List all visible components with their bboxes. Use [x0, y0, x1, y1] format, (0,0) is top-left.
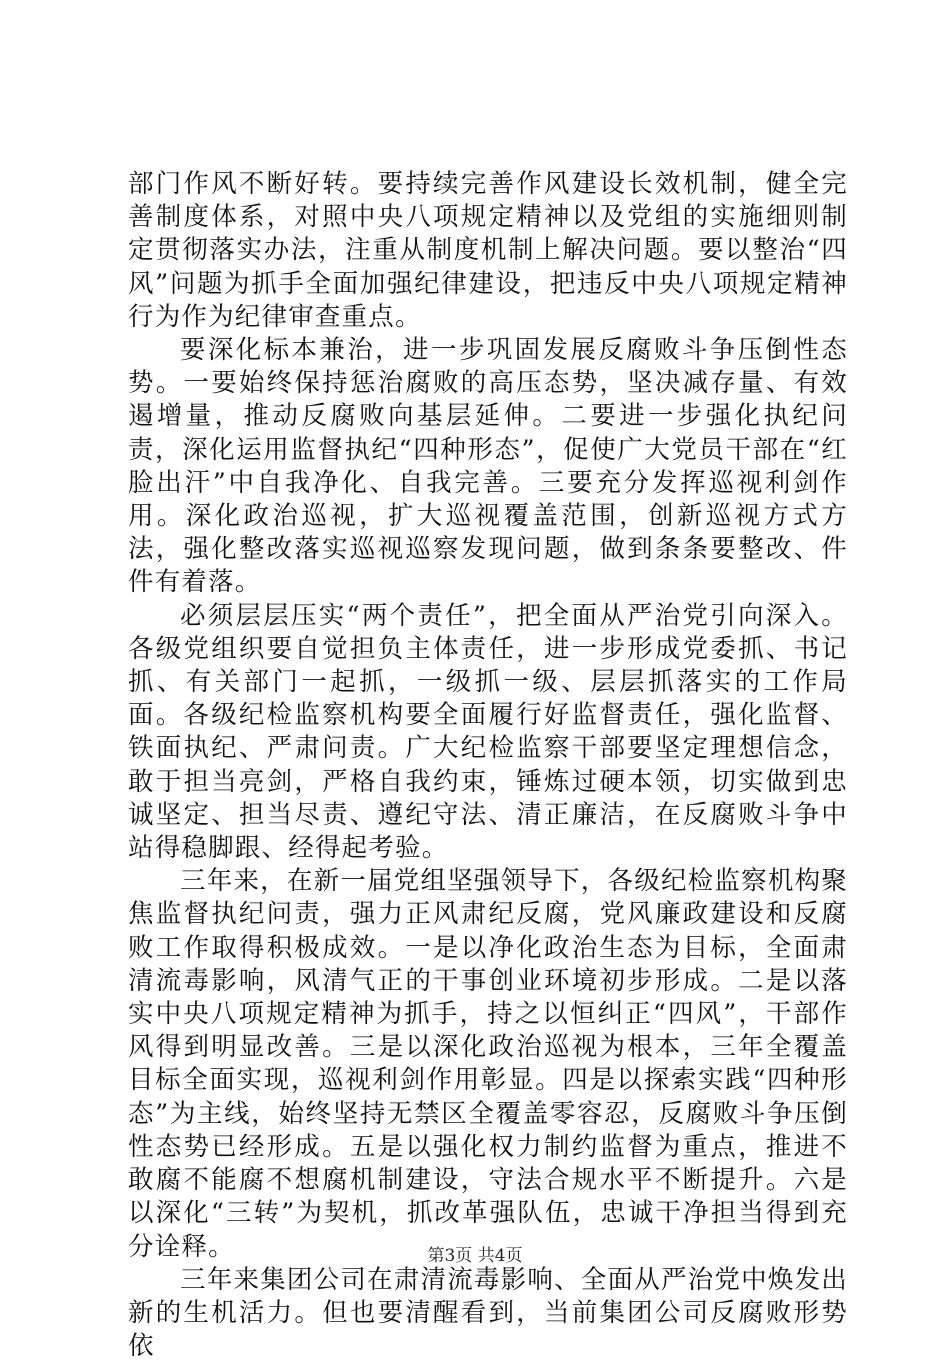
paragraph-5: 三年来集团公司在肃清流毒影响、全面从严治党中焕发出新的生机活力。但也要清醒看到，当前集团公司反腐败形势依	[128, 1264, 848, 1362]
paragraph-4: 三年来，在新一届党组坚强领导下，各级纪检监察机构聚焦监督执纪问责，强力正风肃纪反腐，党风廉政建设和反腐败工作取得积极成效。一是以净化政治生态为目标，全面肃清流毒影响，风清气正的干事创业环境初步形成。二是以落实中央八项规定精神为抓手，持之以恒纠正“四风”，干部作风得到明显改善。三是以深化政治巡视为根本，三年全覆盖目标全面实现，巡视利剑作用彰显。四是以探索实践“四种形态”为主线，始终坚持无禁区全覆盖零容忍，反腐败斗争压倒性态势已经形成。五是以强化权力制约监督为重点，推进不敢腐不能腐不想腐机制建设，守法合规水平不断提升。六是以深化“三转”为契机，抓改革强队伍，忠诚干净担当得到充分诠释。	[128, 866, 848, 1262]
page-footer: 第3页 共4页	[427, 1246, 523, 1266]
paragraph-3: 必须层层压实“两个责任”，把全面从严治党引向深入。各级党组织要自觉担负主体责任，进一步形成党委抓、书记抓、有关部门一起抓，一级抓一级、层层抓落实的工作局面。各级纪检监察机构要全面履行好监督责任，强化监督、铁面执纪、严肃问责。广大纪检监察干部要坚定理想信念，敢于担当亮剑，严格自我约束，锤炼过硬本领，切实做到忠诚坚定、担当尽责、遵纪守法、清正廉洁，在反腐败斗争中站得稳脚跟、经得起考验。	[128, 600, 848, 864]
document-body	[128, 168, 848, 1363]
paragraph-2: 要深化标本兼治，进一步巩固发展反腐败斗争压倒性态势。一要始终保持惩治腐败的高压态势，坚决减存量、有效遏增量，推动反腐败向基层延伸。二要进一步强化执纪问责，深化运用监督执纪“四种形态”，促使广大党员干部在“红脸出汗”中自我净化、自我完善。三要充分发挥巡视利剑作用。深化政治巡视，扩大巡视覆盖范围，创新巡视方式方法，强化整改落实巡视巡察发现问题，做到条条要整改、件件有着落。	[128, 335, 848, 598]
paragraph-1: 部门作风不断好转。要持续完善作风建设长效机制，健全完善制度体系，对照中央八项规定精神以及党组的实施细则制定贯彻落实办法，注重从制度机制上解决问题。要以整治“四风”问题为抓手全面加强纪律建设，把违反中央八项规定精神行为作为纪律审查重点。	[128, 169, 848, 332]
